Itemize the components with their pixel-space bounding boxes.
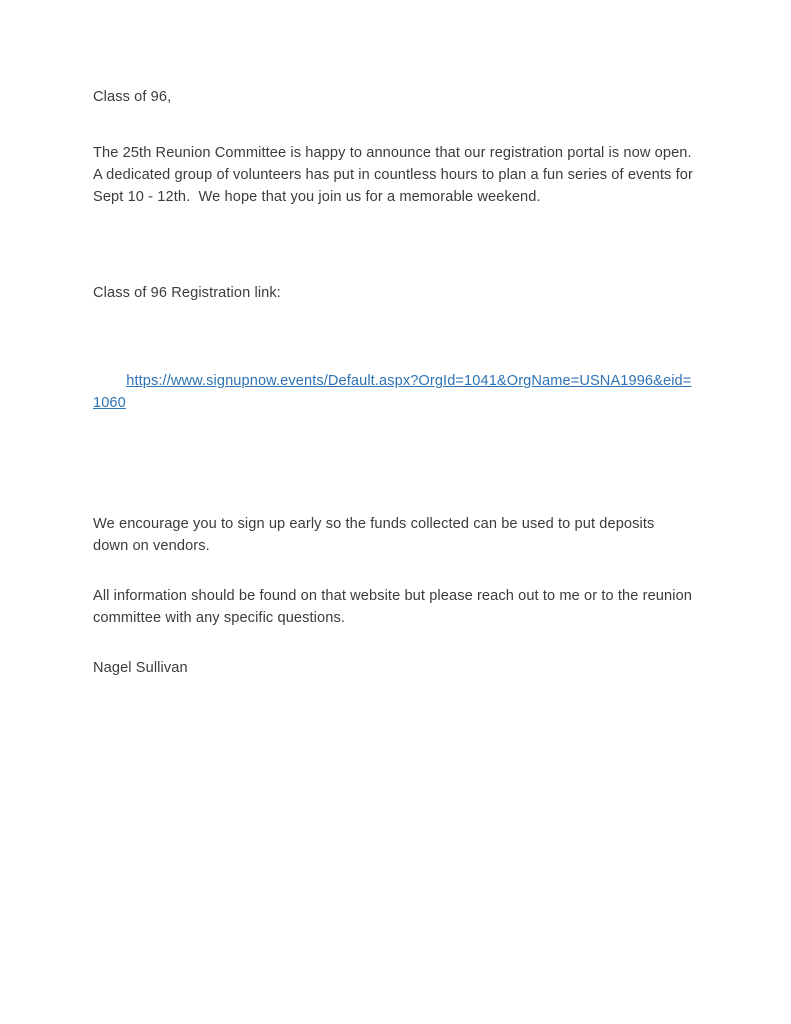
letter-body — [93, 86, 700, 712]
salutation: Class of 96, — [93, 89, 172, 105]
paragraph-sign-up-early: We encourage you to sign up early so the funds collected can be used to put deposits down on vendors. — [93, 516, 659, 554]
registration-link-label: Class of 96 Registration link: — [93, 285, 281, 301]
registration-link[interactable]: https://www.signupnow.events/Default.aspx?OrgId=1041&OrgName=USNA1996&eid=1060 — [93, 373, 692, 411]
paragraph-announcement: The 25th Reunion Committee is happy to announce that our registration portal is now open. A dedicated group of volunteers has put in countless hours to plan a fun series of events for Sept 10 - 12th. We hope that you join us for a memorable weekend. — [93, 145, 700, 205]
signature: Nagel Sullivan — [93, 660, 188, 676]
registration-link-block — [93, 238, 693, 480]
paragraph-more-information: All information should be found on that website but please reach out to me or to the reunion committee with any specific questions. — [93, 588, 697, 626]
